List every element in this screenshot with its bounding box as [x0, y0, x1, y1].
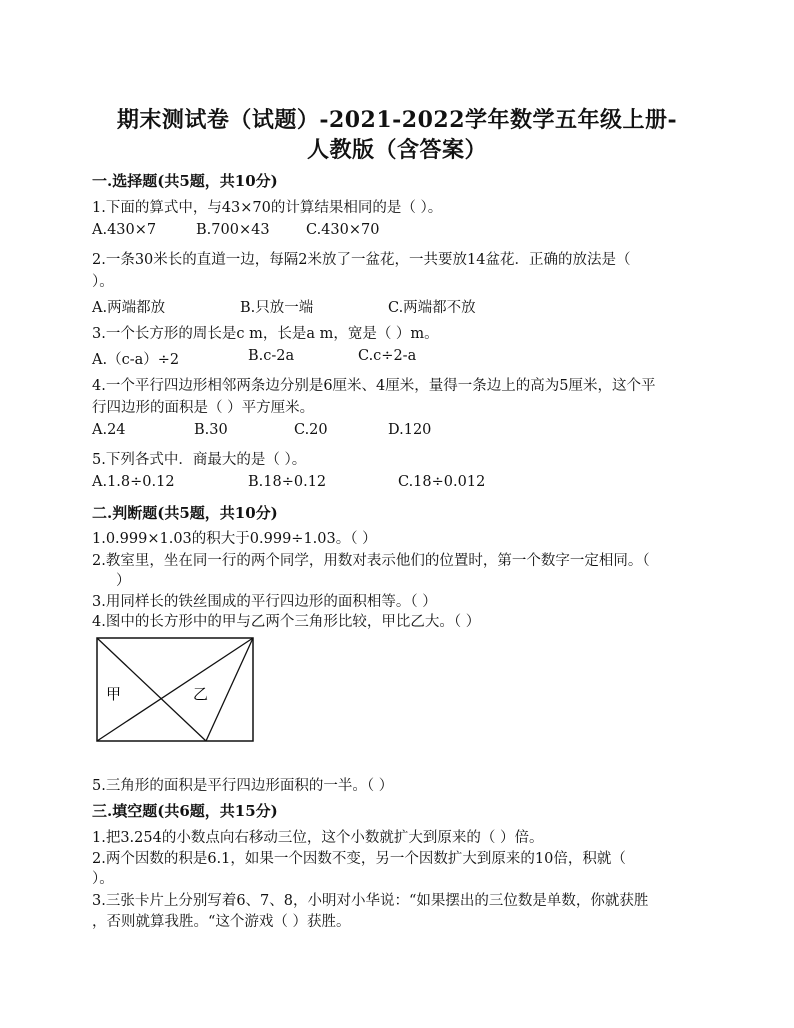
s1-q3-option-a: A.（c-a）÷2: [92, 352, 180, 368]
section-3-heading: 三.填空题(共6题，共15分): [92, 802, 278, 820]
s2-q4-text: 4.图中的长方形中的甲与乙两个三角形比较，甲比乙大。（ ）: [92, 614, 481, 630]
s1-q1-option-b: B.700×43: [196, 222, 270, 238]
s1-q4-text-line-1: 4.一个平行四边形相邻两条边分别是6厘米、4厘米，量得一条边上的高为5厘米，这个平: [92, 378, 656, 394]
document-title-line-2: 人教版（含答案）: [306, 137, 487, 163]
s1-q4-option-b: B.30: [194, 422, 228, 438]
rectangle-triangles-figure: [96, 637, 256, 743]
s1-q1-text: 1.下面的算式中，与43×70的计算结果相同的是（ ）。: [92, 200, 443, 216]
s1-q4-option-c: C.20: [294, 422, 328, 438]
s1-q5-option-a: A.1.8÷0.12: [92, 474, 175, 490]
s2-q2-text-line-1: 2.教室里，坐在同一行的两个同学，用数对表示他们的位置时，第一个数字一定相同。（: [92, 553, 650, 569]
s3-q2-text-line-1: 2.两个因数的积是6.1，如果一个因数不变，另一个因数扩大到原来的10倍，积就（: [92, 851, 626, 867]
section-1-heading: 一.选择题(共5题，共10分): [92, 172, 278, 190]
s1-q3-option-b: B.c-2a: [248, 348, 295, 364]
s1-q4-option-d: D.120: [388, 422, 432, 438]
s1-q5-option-b: B.18÷0.12: [248, 474, 327, 490]
s1-q2-text-line-1: 2.一条30米长的直道一边，每隔2米放了一盆花，一共要放14盆花．正确的放法是（: [92, 252, 631, 268]
s1-q1-option-c: C.430×70: [306, 222, 380, 238]
s3-q3-text-line-1: 3.三张卡片上分别写着6、7、8，小明对小华说：“如果摆出的三位数是单数，你就获胜: [92, 893, 649, 909]
figure-label-yi: 乙: [193, 685, 209, 703]
s2-q3-text: 3.用同样长的铁丝围成的平行四边形的面积相等。（ ）: [92, 594, 437, 610]
s1-q3-option-c: C.c÷2-a: [358, 348, 417, 364]
section-2-heading: 二.判断题(共5题，共10分): [92, 504, 278, 522]
s3-q1-text: 1.把3.254的小数点向右移动三位，这个小数就扩大到原来的（ ）倍。: [92, 830, 544, 846]
s3-q2-text-line-2: ）。: [92, 871, 114, 887]
s1-q4-option-a: A.24: [92, 422, 126, 438]
s1-q5-option-c: C.18÷0.012: [398, 474, 486, 490]
s3-q3-text-line-2: ，否则就算我胜。“这个游戏（ ）获胜。: [92, 914, 351, 930]
s2-q2-text-line-2: ）: [116, 573, 131, 589]
s2-q1-text: 1.0.999×1.03的积大于0.999÷1.03。（ ）: [92, 531, 377, 547]
s1-q4-text-line-2: 行四边形的面积是（ ）平方厘米。: [92, 400, 315, 416]
s1-q2-option-a: A.两端都放: [92, 300, 166, 316]
s1-q2-option-b: B.只放一端: [240, 300, 314, 316]
document-title-line-1: 期末测试卷（试题）-2021-2022学年数学五年级上册-: [116, 107, 678, 133]
s2-q5-text: 5.三角形的面积是平行四边形面积的一半。（ ）: [92, 778, 394, 794]
s1-q3-text: 3.一个长方形的周长是c m，长是a m，宽是（ ）m。: [92, 326, 439, 342]
s1-q1-option-a: A.430×7: [92, 222, 157, 238]
s1-q2-text-line-2: ）。: [92, 274, 114, 290]
figure-label-jia: 甲: [106, 685, 122, 703]
s1-q2-option-c: C.两端都不放: [388, 300, 476, 316]
s1-q5-text: 5.下列各式中．商最大的是（ ）。: [92, 452, 307, 468]
